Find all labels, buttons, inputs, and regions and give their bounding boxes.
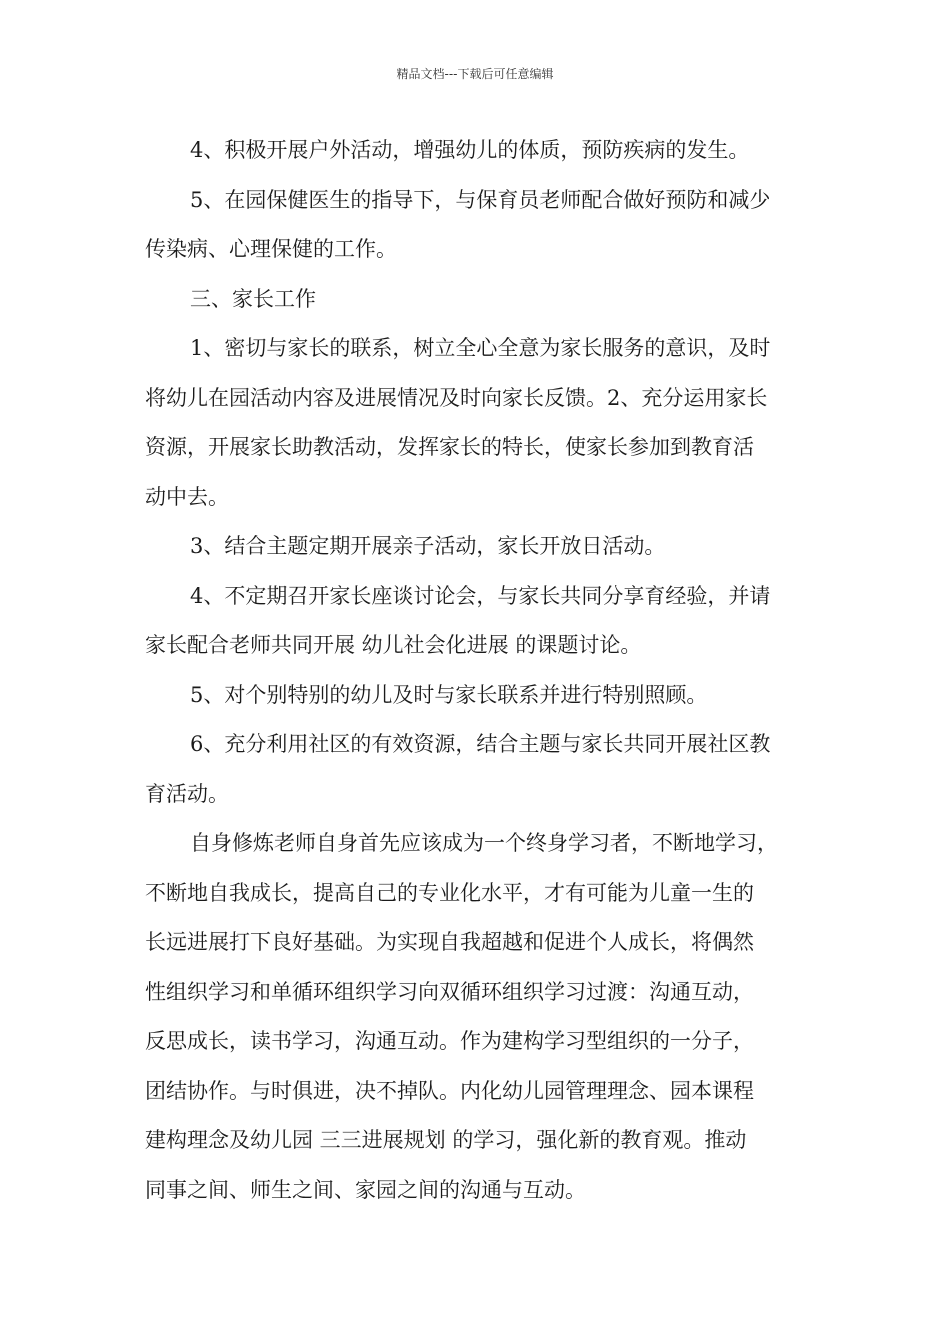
text-line: 5、对个别特别的幼儿及时与家长联系并进行特别照顾。 (190, 682, 708, 707)
text-line: 育活动。 (145, 781, 229, 806)
text-line: 自身修炼老师自身首先应该成为一个终身学习者，不断地学习， (190, 831, 778, 855)
text-line: 3、结合主题定期开展亲子活动，家长开放日活动。 (190, 534, 666, 558)
text-line: 传染病、心理保健的工作。 (145, 237, 397, 261)
text-line: 动中去。 (145, 484, 229, 509)
text-line: 5、在园保健医生的指导下，与保育员老师配合做好预防和减少 (190, 187, 771, 212)
text-line: 同事之间、师生之间、家园之间的沟通与互动。 (145, 1177, 586, 1202)
text-line: 反思成长，读书学习，沟通互动。作为建构学习型组织的一分子， (145, 1029, 754, 1053)
text-line: 4、积极开展户外活动，增强幼儿的体质，预防疾病的发生。 (190, 138, 750, 162)
text-line: 1、密切与家长的联系，树立全心全意为家长服务的意识，及时 (190, 336, 771, 360)
text-line: 团结协作。与时俱进，决不掉队。内化幼儿园管理理念、园本课程 (145, 1078, 754, 1103)
text-line: 建构理念及幼儿园 三三进展规划 的学习，强化新的教育观。推动 (145, 1128, 747, 1152)
text-line: 长远进展打下良好基础。为实现自我超越和促进个人成长，将偶然 (145, 930, 754, 954)
document-body (145, 126, 825, 1215)
text-line: 将幼儿在园活动内容及进展情况及时向家长反馈。2、充分运用家长 (145, 385, 768, 410)
text-line: 性组织学习和单循环组织学习向双循环组织学习过渡：沟通互动， (145, 979, 754, 1004)
section-heading: 三、家长工作 (190, 286, 316, 311)
text-line: 资源，开展家长助教活动，发挥家长的特长，使家长参加到教育活 (145, 435, 754, 459)
page-header: 精品文档---下载后可任意编辑 (396, 67, 554, 81)
text-line: 6、充分利用社区的有效资源，结合主题与家长共同开展社区教 (190, 732, 771, 756)
text-line: 不断地自我成长，提高自己的专业化水平，才有可能为儿童一生的 (145, 880, 754, 905)
text-line: 家长配合老师共同开展 幼儿社会化进展 的课题讨论。 (145, 633, 642, 657)
text-line: 4、不定期召开家长座谈讨论会，与家长共同分享育经验，并请 (190, 583, 771, 608)
